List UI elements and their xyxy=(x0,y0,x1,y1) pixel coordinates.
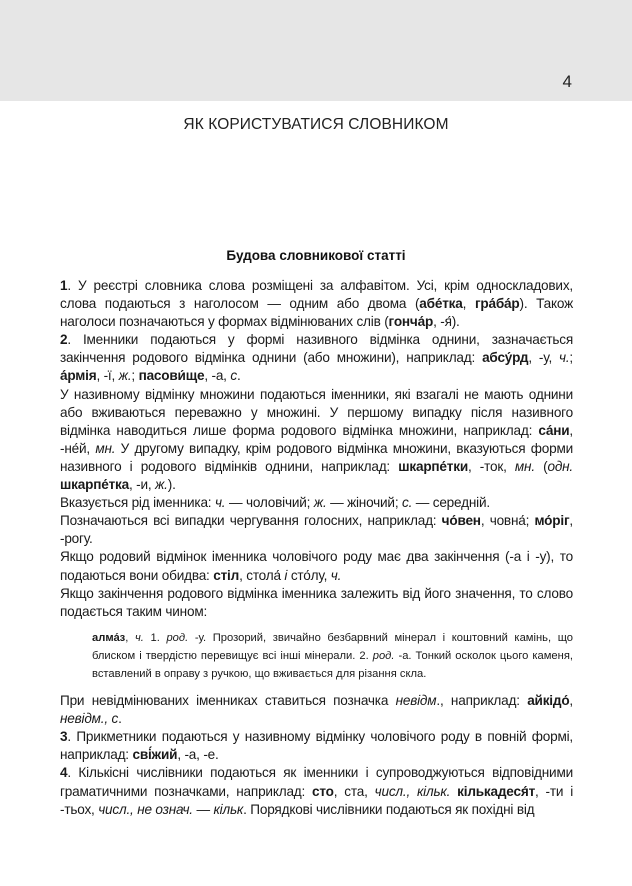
text-run: Якщо закінчення родового відмінка іменника залежить від його значення, то слово подається таким чином: xyxy=(60,585,573,619)
subsection-title: Будова словникової статті xyxy=(226,248,406,263)
headword: 3 xyxy=(60,729,68,745)
grammar-label: ж. xyxy=(313,495,327,511)
text-run: , -а, xyxy=(204,368,231,384)
headword: 2 xyxy=(60,332,68,348)
header-band xyxy=(0,0,632,101)
paragraph xyxy=(60,277,573,331)
headword: мо́ріг xyxy=(534,513,570,529)
paragraph xyxy=(60,728,573,764)
headword: сві́жий xyxy=(132,747,178,763)
paragraph xyxy=(60,585,573,621)
text-run: При невідмінюваних іменниках ставиться позначка xyxy=(60,693,396,709)
text-run: У називному відмінку множини подаються іменники, які взагалі не мають однини або вживаються переважно у множині. У першому випадку після називного відмінка наводиться лише форма родового відмінка множини, наприклад: xyxy=(60,386,573,438)
text-run: , -и, xyxy=(129,477,156,493)
text-run: ( xyxy=(534,458,548,474)
page-number: 4 xyxy=(562,72,572,91)
text-run: . Порядкові числівники подаються як похідні від xyxy=(243,801,535,817)
grammar-label: числ., кільк. xyxy=(374,783,451,799)
grammar-label: мн. xyxy=(514,458,535,474)
text-run: , човна́; xyxy=(480,513,535,529)
text-run: , xyxy=(569,693,573,709)
grammar-label: с xyxy=(230,368,237,384)
text-run: , -рогу. xyxy=(60,513,573,547)
headword: са́ни xyxy=(538,422,570,438)
text-run: — чоловічий; xyxy=(225,495,314,511)
paragraph xyxy=(60,764,573,818)
headword: сто xyxy=(312,783,334,799)
paragraph xyxy=(60,512,573,548)
example-entry xyxy=(92,629,573,683)
text-run: , xyxy=(125,631,135,644)
text-run: — xyxy=(192,801,214,817)
grammar-label: с. xyxy=(401,495,413,511)
text-run: , -ток, xyxy=(468,458,515,474)
text-run: ). Також наголоси позначаються у формах відмінюваних слів ( xyxy=(60,296,573,330)
grammar-label: невідм xyxy=(395,693,437,709)
headword: шкарпе́тка xyxy=(60,477,129,493)
text-run: ). xyxy=(167,477,176,493)
text-run: , -а, -е. xyxy=(177,747,219,763)
text-run: , стола́ xyxy=(239,567,285,583)
body-text xyxy=(60,277,573,819)
grammar-label: і xyxy=(284,567,288,583)
headword: айкідо́ xyxy=(527,693,570,709)
grammar-label: числ., не означ. xyxy=(98,801,193,817)
paragraph xyxy=(60,692,573,728)
grammar-label: мн. xyxy=(95,440,116,456)
grammar-label: ж. xyxy=(155,477,168,493)
text-run: Позначаються всі випадки чергування голосних, наприклад: xyxy=(60,513,442,529)
text-run: ; xyxy=(131,368,139,384)
headword: чо́вен xyxy=(441,513,481,529)
headword: а́рмія xyxy=(60,368,97,384)
text-run: ., наприклад: xyxy=(436,693,528,709)
grammar-label: род. xyxy=(166,631,189,644)
text-run: Якщо родовий відмінок іменника чоловічого роду має два закінчення (-а і -у), то подаються вони обидва: xyxy=(60,549,573,583)
section-title: ЯК КОРИСТУВАТИСЯ СЛОВНИКОМ xyxy=(183,116,449,133)
grammar-label: ч. xyxy=(330,567,342,583)
headword: гонча́р xyxy=(388,314,434,330)
text-run: сто́лу, xyxy=(287,567,331,583)
grammar-label: кільк xyxy=(213,801,244,817)
text-run: -у. Прозорий, звичайно безбарвний мінерал і коштовний камінь, що блиском і твердістю перевищує всі інші мінерали. 2. xyxy=(92,631,574,662)
grammar-label: одн. xyxy=(547,458,573,474)
grammar-label: невідм., с xyxy=(60,711,119,727)
headword: абсу́рд xyxy=(482,350,529,366)
text-run: . Іменники подаються у формі називного відмінка однини, зазначається закінчення родового відмінка однини (або множини), наприклад: xyxy=(60,332,573,366)
text-run: , -ти і -тьох, xyxy=(60,783,574,817)
headword: пасови́ще xyxy=(138,368,205,384)
grammar-label: ч. xyxy=(559,350,570,366)
grammar-label: ж. xyxy=(118,368,132,384)
grammar-label: ч. xyxy=(134,631,144,644)
text-run: , -ї, xyxy=(96,368,119,384)
headword: 1 xyxy=(60,278,68,293)
text-run: . xyxy=(236,368,241,384)
text-run: , -не́й, xyxy=(60,422,573,456)
text-run: , ста, xyxy=(333,783,375,799)
text-run: . xyxy=(118,711,122,727)
text-run: 1. xyxy=(143,631,167,644)
grammar-label: ч. xyxy=(214,495,226,511)
text-run: . У реєстрі словника слова розміщені за алфавітом. Усі, крім односкладових, слова подаються з наголосом — одним або двома ( xyxy=(60,278,573,312)
text-run: — жіночий; xyxy=(326,495,402,511)
text-run: . Кількісні числівники подаються як іменники і супроводжуються відповідними граматичними позначками, наприклад: xyxy=(60,765,573,799)
text-run: У другому випадку, крім родового відмінка множини, вказуються форми називного і родового відмінків однини, наприклад: xyxy=(60,440,574,474)
paragraph xyxy=(60,331,573,385)
text-run: , -у, xyxy=(528,350,559,366)
headword: алма́з xyxy=(92,631,126,644)
grammar-label: род. xyxy=(372,649,395,662)
headword: шкарпе́тки xyxy=(398,458,469,474)
text-run: , -я́). xyxy=(433,314,460,330)
text-run: -а. Тонкий осколок цього каменя, вставлений в оправу з ручкою, що вживається для різання скла. xyxy=(92,649,573,680)
paragraph xyxy=(60,494,573,512)
headword: кількадеся́т xyxy=(457,783,536,799)
text-run: ; xyxy=(569,350,573,366)
headword: гра́ба́р xyxy=(474,296,520,312)
paragraph xyxy=(60,548,573,584)
text-run: Вказується рід іменника: xyxy=(60,495,215,511)
headword: 4 xyxy=(60,765,68,781)
text-run: — середній. xyxy=(412,495,490,511)
text-run: , xyxy=(462,296,475,312)
text-run: . Прикметники подаються у називному відмінку чоловічого роду в повній формі, наприклад: xyxy=(60,729,573,763)
paragraph xyxy=(60,386,573,495)
headword: стіл xyxy=(213,567,240,583)
headword: абе́тка xyxy=(419,296,463,312)
